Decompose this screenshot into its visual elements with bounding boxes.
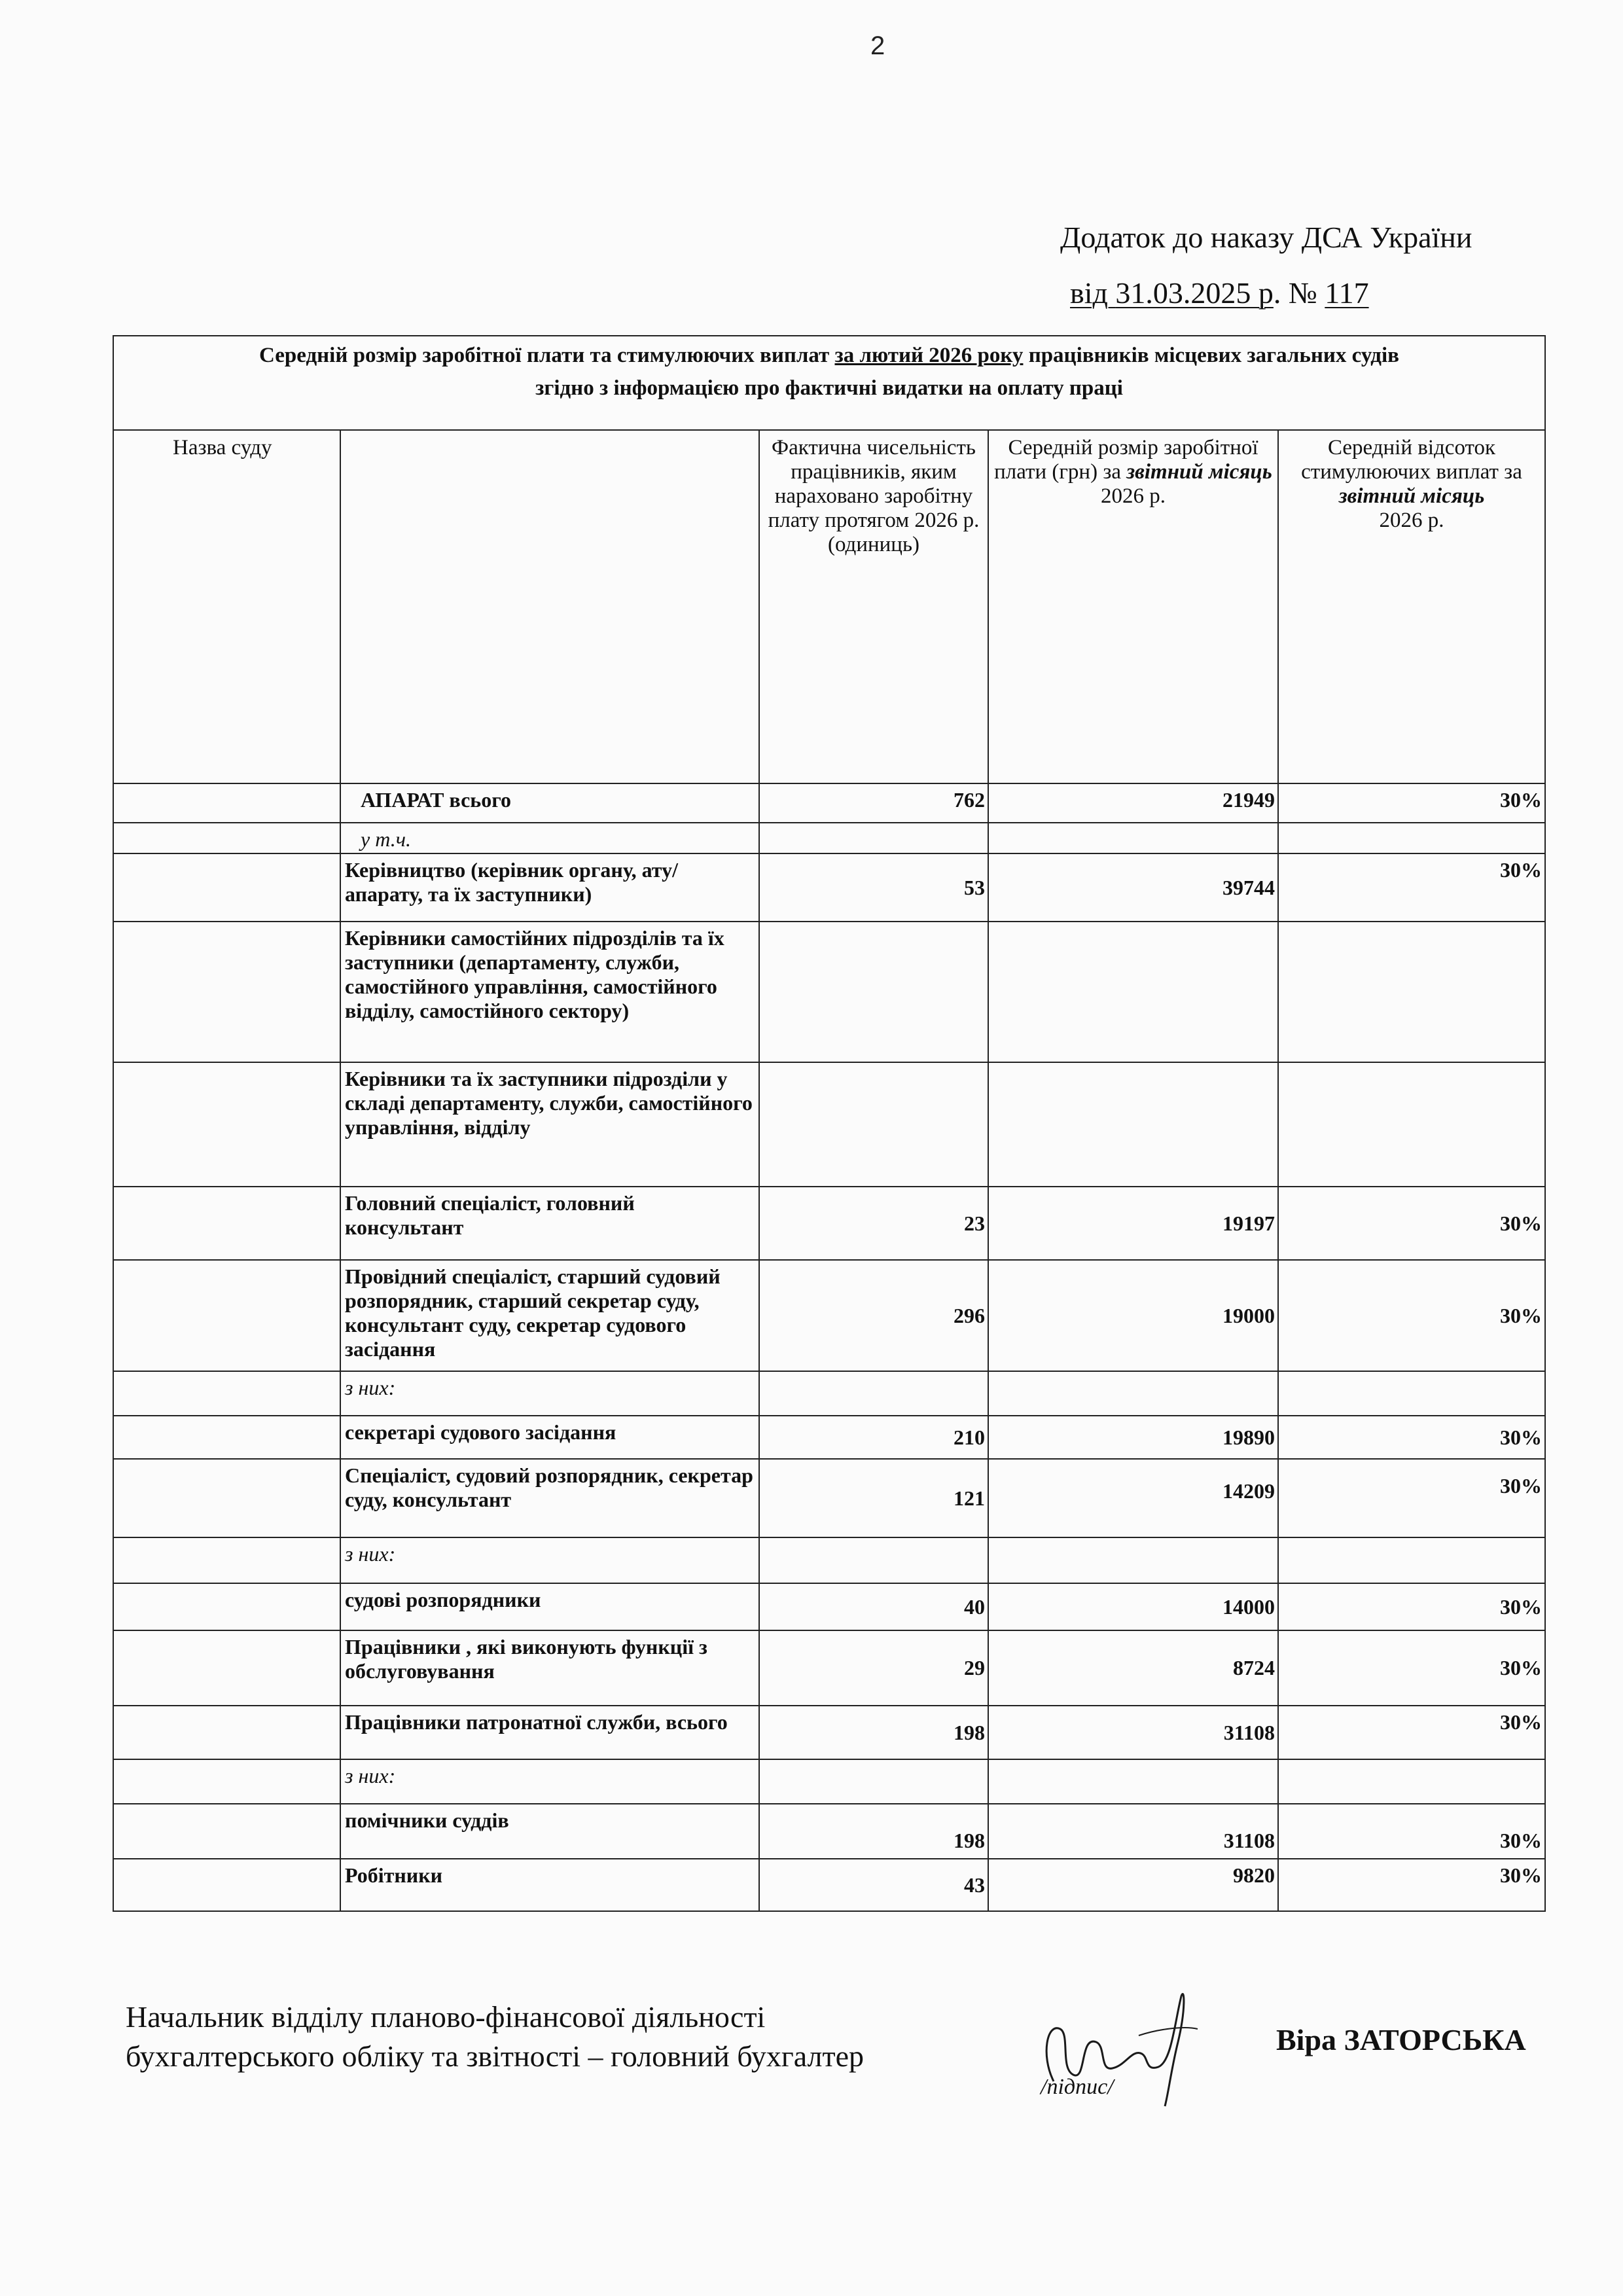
row-bonus <box>1278 1062 1545 1187</box>
row-bonus: 30% <box>1278 1187 1545 1260</box>
table-row <box>113 1804 1545 1859</box>
row-label: секретарі судового засідання <box>340 1416 759 1459</box>
row-salary: 21949 <box>988 783 1278 823</box>
avg-salary-em: звітний місяць <box>1126 460 1272 484</box>
row-bonus <box>1278 1537 1545 1583</box>
row-headcount: 40 <box>759 1583 988 1630</box>
row-headcount: 121 <box>759 1459 988 1537</box>
court-cell <box>113 1260 340 1371</box>
row-salary <box>988 1062 1278 1187</box>
row-salary: 39744 <box>988 853 1278 922</box>
header-headcount: Фактична чисельність працівників, яким нараховано заробітну плату протягом 2026 р. (одиниць) <box>759 430 988 783</box>
row-headcount <box>759 823 988 853</box>
header-category <box>340 430 759 783</box>
row-bonus <box>1278 922 1545 1062</box>
row-bonus: 30% <box>1278 853 1545 922</box>
row-label: Керівництво (керівник органу, ату/апарату, та їх заступники) <box>340 853 759 922</box>
avg-salary-suffix: 2026 р. <box>1101 484 1166 508</box>
position-line-2: бухгалтерського обліку та звітності – головний бухгалтер <box>126 2039 865 2073</box>
row-salary: 19890 <box>988 1416 1278 1459</box>
table-row <box>113 783 1545 823</box>
row-label: з них: <box>340 1537 759 1583</box>
court-cell <box>113 1537 340 1583</box>
row-salary <box>988 1537 1278 1583</box>
row-headcount: 198 <box>759 1706 988 1759</box>
header-court-name: Назва суду <box>113 430 340 783</box>
avg-salary-prefix: Середній розмір заробітної плати (грн) за <box>994 436 1258 484</box>
row-headcount <box>759 1537 988 1583</box>
table-row <box>113 1583 1545 1630</box>
row-bonus: 30% <box>1278 1459 1545 1537</box>
title-part2: працівників місцевих загальних судів <box>1023 344 1399 367</box>
row-label: Керівники самостійних підрозділів та їх заступники (департаменту, служби, самостійного управління, самостійного відділу, самостійного сектору) <box>340 922 759 1062</box>
title-part1: Середній розмір заробітної плати та стимулюючих виплат <box>259 344 835 367</box>
court-cell <box>113 1759 340 1804</box>
signer-name: Віра ЗАТОРСЬКА <box>1276 2023 1526 2056</box>
table-header-row <box>113 430 1545 783</box>
order-number: 117 <box>1325 276 1369 310</box>
row-label: АПАРАТ всього <box>340 783 759 823</box>
table-row <box>113 1459 1545 1537</box>
table-row <box>113 1759 1545 1804</box>
avg-bonus-em: звітний місяць <box>1338 484 1485 508</box>
row-bonus <box>1278 1759 1545 1804</box>
avg-bonus-prefix: Середній відсоток стимулюючих виплат за <box>1301 436 1522 484</box>
row-label: Керівники та їх заступники підрозділи у складі департаменту, служби, самостійного управління, відділу <box>340 1062 759 1187</box>
row-salary: 14000 <box>988 1583 1278 1630</box>
row-salary: 19000 <box>988 1260 1278 1371</box>
order-number-prefix: . № <box>1273 276 1325 310</box>
row-headcount <box>759 1371 988 1416</box>
order-date-prefix: від <box>1070 276 1116 310</box>
row-salary <box>988 1759 1278 1804</box>
row-salary: 19197 <box>988 1187 1278 1260</box>
table-row <box>113 1062 1545 1187</box>
title-period: за лютий 2026 року <box>834 344 1024 367</box>
salary-report-table <box>113 335 1546 1912</box>
table-row <box>113 1187 1545 1260</box>
row-bonus: 30% <box>1278 1706 1545 1759</box>
row-salary <box>988 1371 1278 1416</box>
row-headcount: 29 <box>759 1630 988 1706</box>
table-title <box>113 336 1545 430</box>
row-headcount <box>759 1759 988 1804</box>
title-line2: згідно з інформацією про фактичні видатки на оплату праці <box>535 376 1123 400</box>
row-label: з них: <box>340 1371 759 1416</box>
row-label: Працівники патронатної служби, всього <box>340 1706 759 1759</box>
row-bonus: 30% <box>1278 1630 1545 1706</box>
row-bonus: 30% <box>1278 1583 1545 1630</box>
court-cell <box>113 823 340 853</box>
row-label: у т.ч. <box>340 823 759 853</box>
table-row <box>113 853 1545 922</box>
row-salary: 31108 <box>988 1706 1278 1759</box>
court-cell <box>113 1804 340 1859</box>
footer-position <box>126 1998 864 2076</box>
row-label: Спеціаліст, судовий розпорядник, секретар суду, консультант <box>340 1459 759 1537</box>
table-row <box>113 1537 1545 1583</box>
row-bonus <box>1278 823 1545 853</box>
table-row <box>113 922 1545 1062</box>
row-label: помічники суддів <box>340 1804 759 1859</box>
court-cell <box>113 783 340 823</box>
court-cell <box>113 1416 340 1459</box>
row-salary <box>988 922 1278 1062</box>
table-row <box>113 1371 1545 1416</box>
row-headcount: 210 <box>759 1416 988 1459</box>
row-bonus <box>1278 1371 1545 1416</box>
table-title-row <box>113 336 1545 430</box>
row-headcount: 762 <box>759 783 988 823</box>
row-bonus: 30% <box>1278 1859 1545 1911</box>
court-cell <box>113 1187 340 1260</box>
row-label: судові розпорядники <box>340 1583 759 1630</box>
table-row <box>113 1416 1545 1459</box>
signature-caption: /підпис/ <box>1041 2075 1114 2099</box>
row-label: з них: <box>340 1759 759 1804</box>
order-reference <box>1070 278 1369 308</box>
appendix-title: Додаток до наказу ДСА України <box>1060 221 1472 254</box>
avg-bonus-suffix: 2026 р. <box>1379 509 1444 532</box>
table-row <box>113 823 1545 853</box>
row-salary: 31108 <box>988 1804 1278 1859</box>
row-bonus: 30% <box>1278 1416 1545 1459</box>
row-label: Головний спеціаліст, головний консультант <box>340 1187 759 1260</box>
row-salary: 9820 <box>988 1859 1278 1911</box>
row-salary: 8724 <box>988 1630 1278 1706</box>
row-bonus: 30% <box>1278 1804 1545 1859</box>
row-bonus: 30% <box>1278 783 1545 823</box>
row-headcount: 198 <box>759 1804 988 1859</box>
table-row <box>113 1630 1545 1706</box>
court-cell <box>113 922 340 1062</box>
header-avg-bonus <box>1278 430 1545 783</box>
header-avg-salary <box>988 430 1278 783</box>
row-salary: 14209 <box>988 1459 1278 1537</box>
court-cell <box>113 1459 340 1537</box>
court-cell <box>113 1859 340 1911</box>
row-headcount <box>759 1062 988 1187</box>
court-cell <box>113 1583 340 1630</box>
table-row <box>113 1260 1545 1371</box>
court-cell <box>113 1630 340 1706</box>
court-cell <box>113 1371 340 1416</box>
position-line-1: Начальник відділу планово-фінансової діяльності <box>126 2000 766 2034</box>
table-row <box>113 1706 1545 1759</box>
court-cell <box>113 1062 340 1187</box>
row-label: Працівники , які виконують функції з обслуговування <box>340 1630 759 1706</box>
order-date: 31.03.2025 р <box>1115 276 1274 310</box>
row-label: Робітники <box>340 1859 759 1911</box>
court-cell <box>113 853 340 922</box>
row-headcount: 23 <box>759 1187 988 1260</box>
row-headcount: 296 <box>759 1260 988 1371</box>
row-headcount: 53 <box>759 853 988 922</box>
row-headcount: 43 <box>759 1859 988 1911</box>
row-headcount <box>759 922 988 1062</box>
page-number: 2 <box>870 31 885 60</box>
table-row <box>113 1859 1545 1911</box>
row-label: Провідний спеціаліст, старший судовий розпорядник, старший секретар суду, консультант суду, секретар судового засідання <box>340 1260 759 1371</box>
court-cell <box>113 1706 340 1759</box>
row-bonus: 30% <box>1278 1260 1545 1371</box>
row-salary <box>988 823 1278 853</box>
